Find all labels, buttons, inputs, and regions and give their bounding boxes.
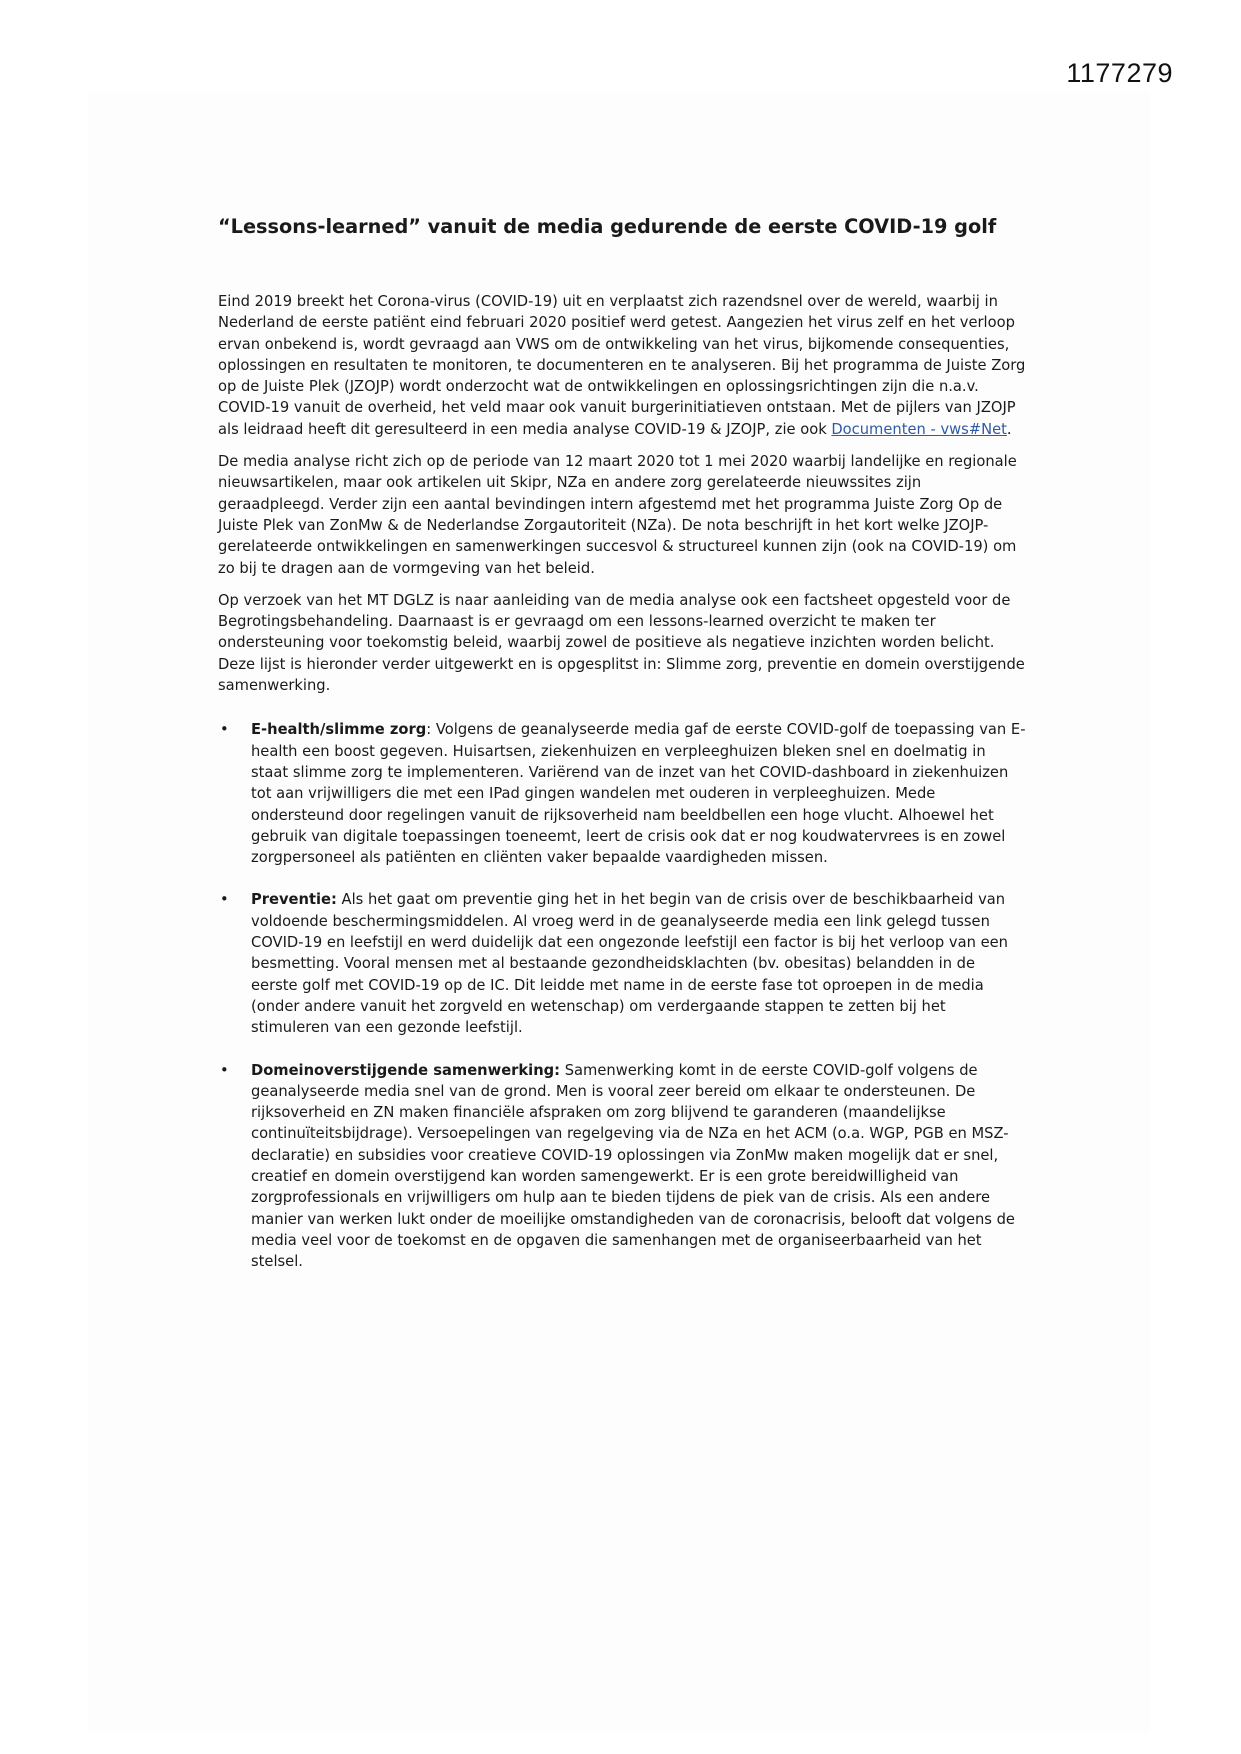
list-item-text: : Volgens de geanalyseerde media gaf de eerste COVID-golf de toepassing van E-health een boost gegeven. Huisartsen, ziekenhuizen en verpleeghuizen bleken snel en doelmatig in staat slimme zorg te implementeren. Variërend van de inzet van het COVID-dashboard in ziekenhuizen tot aan vrijwilligers die met een IPad gingen wandelen met ouderen in verpleeghuizen. Mede ondersteund door regelingen vanuit de rijksoverheid nam beeldbellen een hoge vlucht. Alhoewel het gebruik van digitale toepassingen toeneemt, leert de crisis ook dat er nog koudwatervrees is en zowel zorgpersoneel als patiënten en cliënten vaker bepaalde vaardigheden missen. xyxy=(251,721,1026,867)
bullet-marker: • xyxy=(220,1061,229,1079)
list-item-preventie xyxy=(218,889,1026,1038)
paragraph-media-analysis: De media analyse richt zich op de periode van 12 maart 2020 tot 1 mei 2020 waarbij landelijke en regionale nieuwsartikelen, maar ook artikelen uit Skipr, NZa en andere zorg gerelateerde nieuwssites zijn geraadpleegd. Verder zijn een aantal bevindingen intern afgestemd met het programma Juiste Zorg Op de Juiste Plek van ZonMw & de Nederlandse Zorgautoriteit (NZa). De nota beschrijft in het kort welke JZOJP-gerelateerde ontwikkelingen en samenwerkingen succesvol & structureel kunnen zijn (ook na COVID-19) om zo bij te dragen aan de vormgeving van het beleid. xyxy=(218,453,1017,577)
lessons-list xyxy=(218,719,1026,1272)
document-title: “Lessons-learned” vanuit de media gedurende de eerste COVID-19 golf xyxy=(218,215,997,238)
list-item-heading: E-health/slimme zorg xyxy=(251,721,427,739)
paragraph-request: Op verzoek van het MT DGLZ is naar aanleiding van de media analyse ook een factsheet opgesteld voor de Begrotingsbehandeling. Daarnaast is er gevraagd om een lessons-learned overzicht te maken ter ondersteuning voor toekomstig beleid, waarbij zowel de positieve als negatieve inzichten worden belicht. Deze lijst is hieronder verder uitgewerkt en is opgesplitst in: Slimme zorg, preventie en domein overstijgende samenwerking. xyxy=(218,591,1025,695)
paragraph-intro xyxy=(218,291,1026,440)
list-item-ehealth xyxy=(218,719,1026,868)
list-item-heading: Domeinoverstijgende samenwerking: xyxy=(251,1061,561,1079)
paragraph-text: Eind 2019 breekt het Corona-virus (COVID-19) uit en verplaatst zich razendsnel over de wereld, waarbij in Nederland de eerste patiënt eind februari 2020 positief werd getest. Aangezien het virus zelf en het verloop ervan onbekend is, wordt gevraagd aan VWS om de ontwikkeling van het virus, bijkomende consequenties, oplossingen en resultaten te monitoren, te documenteren en te analyseren. Bij het programma de Juiste Zorg op de Juiste Plek (JZOJP) wordt onderzocht wat de ontwikkelingen en oplossingsrichtingen zijn die n.a.v. COVID-19 vanuit de overheid, het veld maar ook vanuit burgerinitiatieven ontstaan. Met de pijlers van JZOJP als leidraad heeft dit geresulteerd in een media analyse COVID-19 & JZOJP, zie ook xyxy=(218,293,1026,438)
document-body xyxy=(218,215,1026,1293)
documenten-link[interactable]: Documenten - vws#Net xyxy=(831,420,1007,438)
bullet-marker: • xyxy=(220,891,229,909)
bullet-marker: • xyxy=(220,721,229,739)
list-item-heading: Preventie: xyxy=(251,891,337,909)
paragraph-end: . xyxy=(1006,420,1012,438)
list-item-text: Als het gaat om preventie ging het in het begin van de crisis over de beschikbaarheid van voldoende beschermingsmiddelen. Al vroeg werd in de geanalyseerde media een link gelegd tussen COVID-19 en leefstijl en werd duidelijk dat een ongezonde leefstijl een factor is bij het verloop van een besmetting. Vooral mensen met al bestaande gezondheidsklachten (bv. obesitas) belandden in de eerste golf met COVID-19 op de IC. Dit leidde met name in de eerste fase tot oproepen in de media (onder andere vanuit het zorgveld en wetenschap) om verdergaande stappen te zetten bij het stimuleren van een gezonde leefstijl. xyxy=(251,891,1008,1037)
list-item-samenwerking xyxy=(218,1060,1026,1273)
document-number: 1177279 xyxy=(1066,58,1173,88)
list-item-text: Samenwerking komt in de eerste COVID-golf volgens de geanalyseerde media snel van de grond. Men is vooral zeer bereid om elkaar te ondersteunen. De rijksoverheid en ZN maken financiële afspraken om zorg blijvend te garanderen (maandelijkse continuïteitsbijdrage). Versoepelingen van regelgeving via de NZa en het ACM (o.a. WGP, PGB en MSZ-declaratie) en subsidies voor creatieve COVID-19 oplossingen via ZonMw maken mogelijk dat er snel, creatief en domein overstijgend kan worden samengewerkt. Er is een grote bereidwilligheid van zorgprofessionals en vrijwilligers om hulp aan te bieden tijdens de piek van de crisis. Als een andere manier van werken lukt onder de moeilijke omstandigheden van de coronacrisis, belooft dat volgens de media veel voor de toekomst en de opgaven die samenhangen met de organiseerbaarheid van het stelsel. xyxy=(251,1061,1015,1271)
